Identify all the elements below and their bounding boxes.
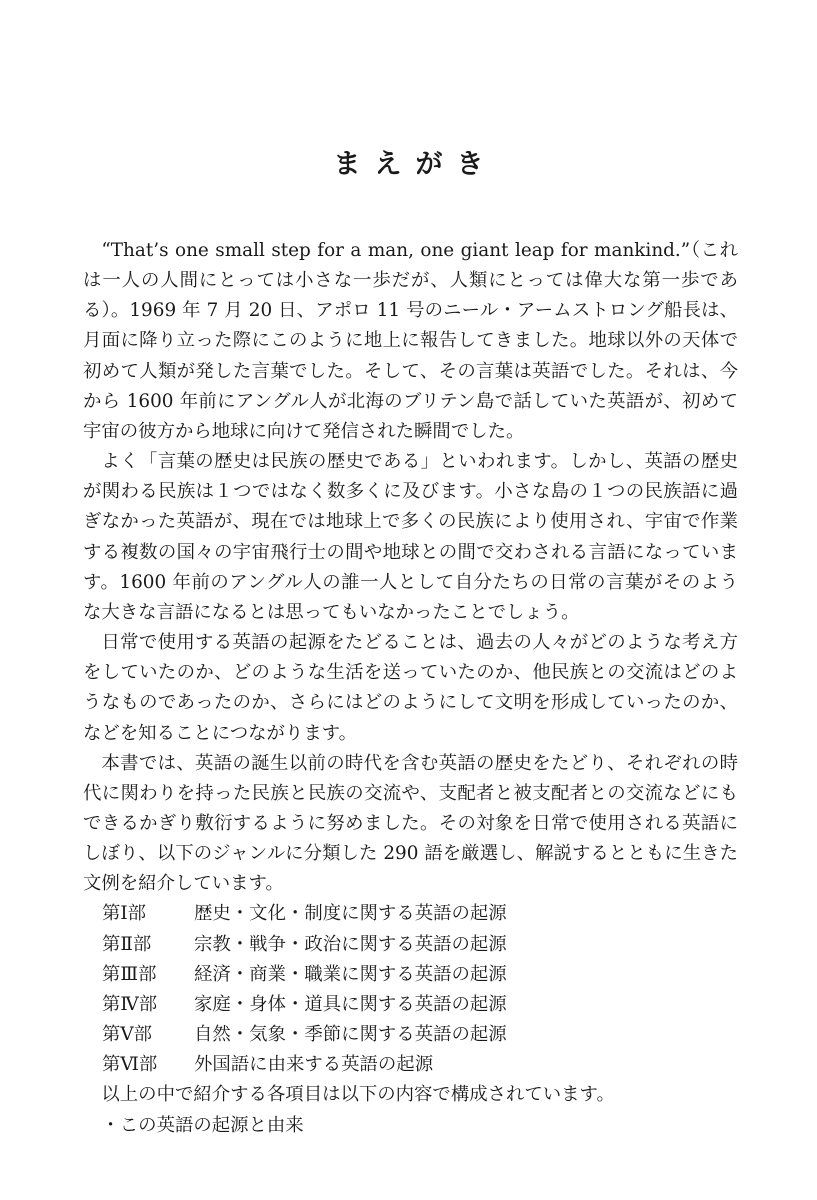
paragraph-closing: 以上の中で紹介する各項目は以下の内容で構成されています。 <box>101 1084 615 1106</box>
bullet-item: ・この英語の起源と由来 <box>101 1114 304 1136</box>
part-item <box>83 960 738 990</box>
part-number: 第Ⅱ部 <box>102 933 152 955</box>
part-title: 外国語に由来する英語の起源 <box>194 1054 434 1076</box>
part-number: 第Ⅳ部 <box>102 993 158 1015</box>
part-number: 第Ⅰ部 <box>102 903 147 925</box>
paragraph-quote: “That’s one small step for a man, one giant leap for mankind.”（これは一人の人間にとっては小さな一歩だが、人類にとっては偉大な第一歩である）。1969 年 7 月 20 日、アポロ 11 号のニール・アームストロング船長は、月面に降り立った際にこのように地上に報告してきました。地球以外の天体で初めて人類が発した言葉でした。そして、その言葉は英語でした。それは、今から 1600 年前にアングル人が北海のブリテン島で話していた英語が、初めて宇宙の彼方から地球に向けて発信された瞬間でした。 <box>83 240 738 442</box>
page-title: まえがき <box>333 149 498 180</box>
paragraph-origins: 日常で使用する英語の起源をたどることは、過去の人々がどのような考え方をしていたのか、どのような生活を送っていたのか、他民族との交流はどのようなものであったのか、さらにはどのようにして文明を形成していったのか、などを知ることにつながります。 <box>83 632 738 744</box>
parts-list <box>83 899 738 1080</box>
part-item <box>83 930 738 960</box>
part-number: 第Ⅴ部 <box>102 1024 153 1046</box>
part-item <box>83 899 738 929</box>
part-title: 家庭・身体・道具に関する英語の起源 <box>194 993 507 1015</box>
part-title: 歴史・文化・制度に関する英語の起源 <box>194 903 507 925</box>
part-number: 第Ⅵ部 <box>102 1054 158 1076</box>
preface-body <box>83 236 738 1141</box>
paragraph-language-history: よく「言葉の歴史は民族の歴史である」といわれます。しかし、英語の歴史が関わる民族は１つではなく数多くに及びます。小さな島の１つの民族語に過ぎなかった英語が、現在では地球上で多くの民族により使用され、宇宙で作業する複数の国々の宇宙飛行士の間や地球との間で交わされる言語になっています。1600 年前のアングル人の誰一人として自分たちの日常の言葉がそのような大きな言語になるとは思ってもいなかったことでしょう。 <box>83 451 738 623</box>
part-item <box>83 1020 738 1050</box>
paragraph-book-scope: 本書では、英語の誕生以前の時代を含む英語の歴史をたどり、それぞれの時代に関わりを持った民族と民族の交流や、支配者と被支配者との交流などにもできるかぎり敷衍するように努めました。その対象を日常で使用される英語にしぼり、以下のジャンルに分類した 290 語を厳選し、解説するとともに生きた文例を紹介しています。 <box>83 752 738 895</box>
part-item <box>83 1050 738 1080</box>
part-item <box>83 990 738 1020</box>
part-number: 第Ⅲ部 <box>102 963 157 985</box>
part-title: 自然・気象・季節に関する英語の起源 <box>194 1024 507 1046</box>
part-title: 経済・商業・職業に関する英語の起源 <box>194 963 507 985</box>
part-title: 宗教・戦争・政治に関する英語の起源 <box>194 933 507 955</box>
